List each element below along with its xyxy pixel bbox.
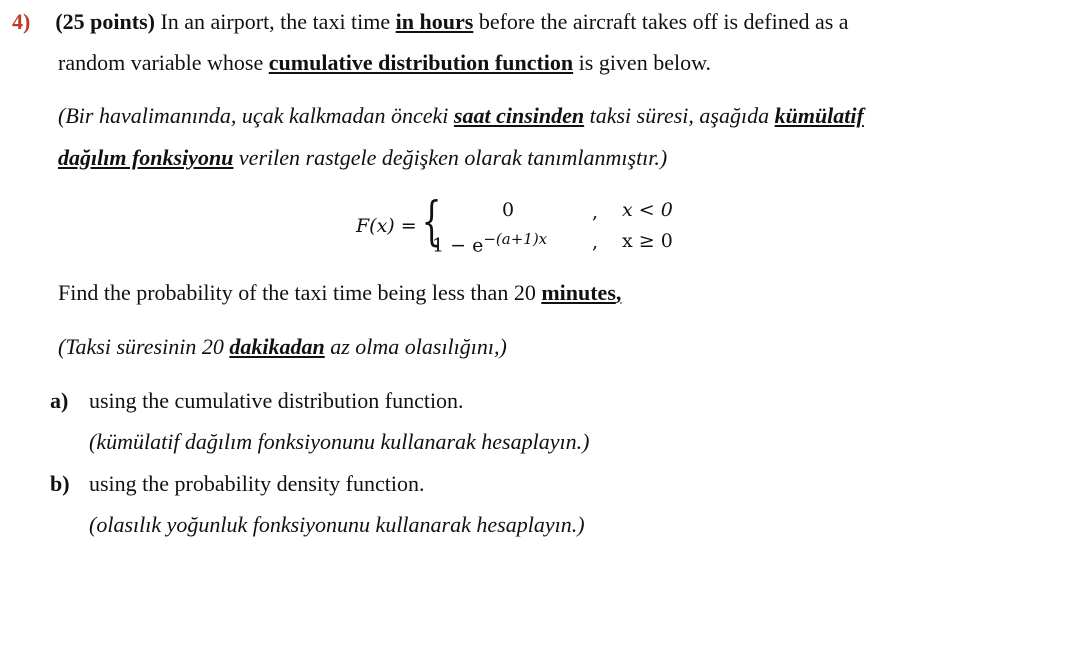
translation-line-1 [58,103,864,129]
text: 1 − e [432,234,484,257]
case-1-condition: x < 0 [622,199,673,221]
part-a-translation: (kümülatif dağılım fonksiyonunu kullanarak hesaplayın.) [89,429,590,454]
text: Find the probability of the taxi time being less than 20 [58,280,542,305]
find-translation [58,334,507,360]
text: random variable whose [58,50,269,75]
text: , [615,280,622,305]
case-2-condition: x ≥ 0 [622,230,673,252]
part-a [50,388,464,414]
comma: , [592,201,599,223]
comma: , [592,231,599,253]
part-b-translation: (olasılık yoğunluk fonksiyonunu kullanarak hesaplayın.) [89,512,585,537]
part-label: b) [50,471,70,496]
text: In an airport, the taxi time [154,9,396,34]
text: (Taksi süresinin 20 [58,334,230,359]
part-label: a) [50,388,69,413]
question-line-2 [58,50,711,76]
text: before the aircraft takes off is defined as a [473,9,849,34]
question-line-1 [12,9,849,35]
part-text: using the cumulative distribution function. [89,388,464,413]
emphasis: dağılım fonksiyonu [58,145,234,170]
case-2-value [432,226,547,258]
emphasis: cumulative distribution function [268,50,574,75]
text: taksi süresi, aşağıda [584,103,775,128]
part-b [50,471,424,497]
case-1-value: 0 [502,199,515,221]
emphasis: dakikadan [229,334,325,359]
text: az olma olasılığını,) [324,334,507,359]
exponent: −(a+1)x [483,230,548,248]
text: verilen rastgele değişken olarak tanımlanmıştır.) [233,145,668,170]
find-line [58,280,621,306]
emphasis: saat cinsinden [453,103,585,128]
brace: { [421,192,442,252]
translation-line-2 [58,145,667,171]
emphasis: in hours [395,9,474,34]
points: (25 points) [55,9,155,34]
formula-lhs: F(x) = [356,215,417,237]
emphasis: kümülatif [774,103,864,128]
text: (Bir havalimanında, uçak kalkmadan önceki [58,103,454,128]
part-text: using the probability density function. [89,471,425,496]
emphasis: minutes [541,280,616,305]
question-number: 4) [12,9,31,34]
text: is given below. [573,50,712,75]
